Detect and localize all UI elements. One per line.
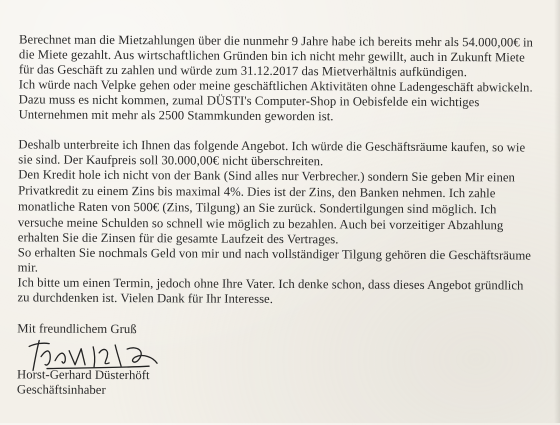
letter-line: Berechnet man die Mietzahlungen über die nunmehr 9 Jahre habe ich bereits mehr als 54.000,00€ in bbox=[19, 32, 533, 50]
letter-line: Den Kredit hole ich nicht von der Bank (Sind alles nur Verbrecher.) sondern Sie geben Mir einen bbox=[18, 167, 515, 185]
letter-line: versuche meine Schulden so schnell wie möglich zu bezahlen. Auch bei vorzeitiger Abzahlung bbox=[17, 215, 504, 233]
signer-title: Geschäftsinhaber bbox=[16, 382, 106, 397]
letter-line: Ich bitte um einen Termin, jedoch ohne Ihre Vater. Ich denke schon, dass dieses Angebot gründlich bbox=[17, 275, 524, 293]
letter-line: Unternehmen mit mehr als 2500 Stammkunden geworden ist. bbox=[18, 107, 334, 124]
letter-line: Privatkredit zu einem Zins bis maximal 4%. Dies ist der Zins, den Banken nehmen. Ich zahle bbox=[18, 183, 496, 201]
letter-line: zu durchdenken ist. Vielen Dank für Ihr Interesse. bbox=[17, 290, 274, 306]
letter-line: monatliche Raten von 500€ (Zins, Tilgung) an Sie zurück. Sondertilgungen sind möglich. Ich bbox=[17, 199, 497, 217]
closing-salutation: Mit freundlichem Gruß bbox=[17, 321, 137, 337]
letter-line: Dazu muss es nicht kommen, zumal DÜSTI's Computer-Shop in Oebisfelde ein wichtiges bbox=[18, 92, 480, 110]
letter-line: sie sind. Der Kaufpreis soll 30.000,00€ nicht überschreiten. bbox=[18, 152, 324, 169]
letter-line: mir. bbox=[17, 260, 38, 275]
letter-line: Ich würde nach Velpke gehen oder meine geschäftlichen Aktivitäten ohne Ladengeschäft abwickeln. bbox=[18, 77, 533, 95]
letter-line: Deshalb unterbreite ich Ihnen das folgende Angebot. Ich würde die Geschäftsräume kaufen, so wie bbox=[18, 137, 526, 155]
letter-line: für das Geschäft zu zahlen und würde zum 31.12.2017 das Mietverhältnis aufkündigen. bbox=[18, 62, 467, 80]
signer-name: Horst-Gerhard Düsterhöft bbox=[16, 367, 150, 383]
letter-line: So erhalten Sie nochmals Geld von mir und nach vollständiger Tilgung gehören die Geschäftsräume bbox=[17, 245, 531, 263]
letter-line: erhalten Sie die Zinsen für die gesamte Laufzeit des Vertrages. bbox=[17, 230, 339, 247]
letter-line: die Miete gezahlt. Aus wirtschaftlichen Gründen bin ich nicht mehr gewillt, auch in Zukunft Miete bbox=[18, 47, 525, 65]
paper-edge-shadow bbox=[554, 0, 560, 423]
